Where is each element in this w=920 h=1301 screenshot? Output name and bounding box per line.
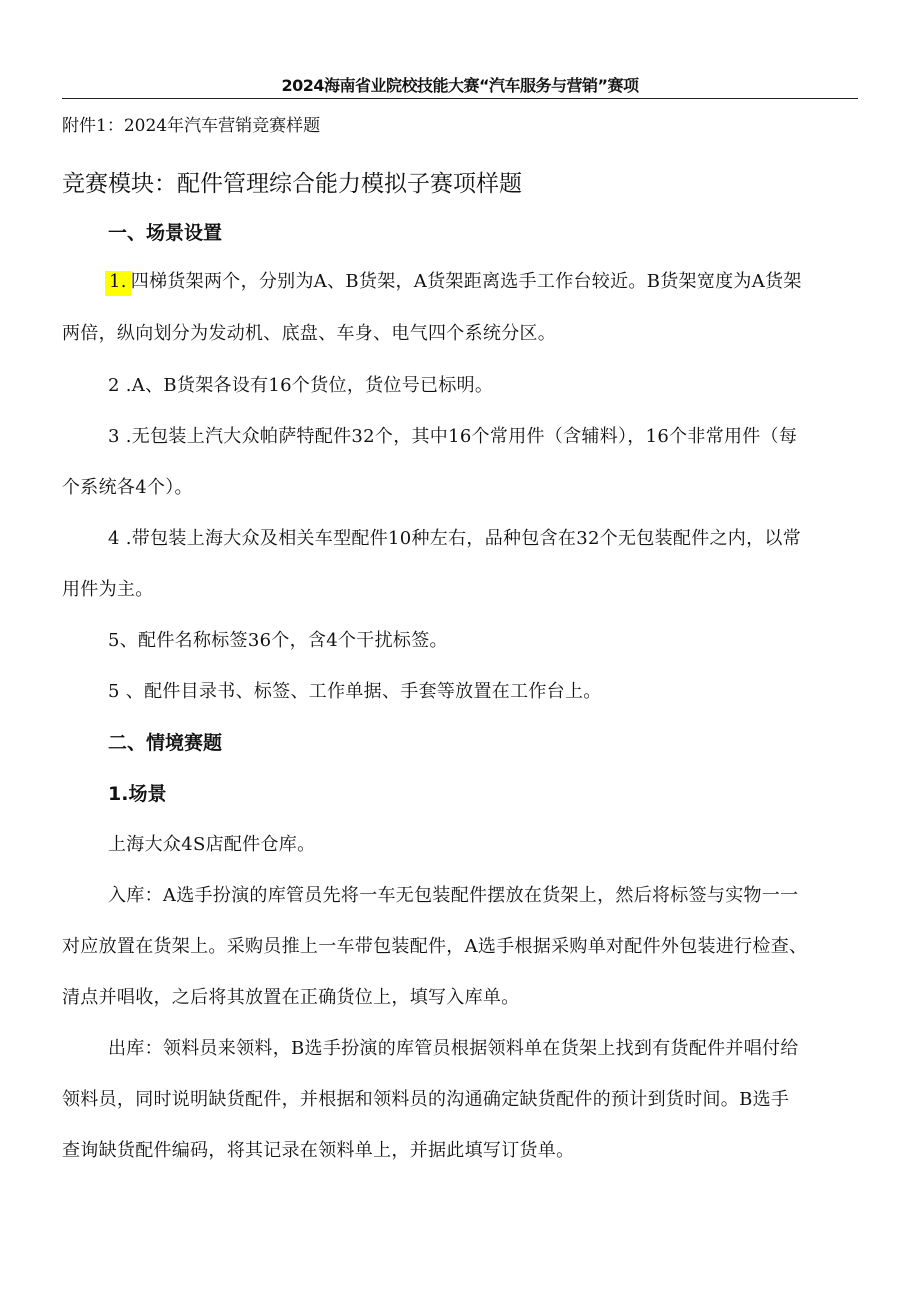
outbound-line-2: 领料员，同时说明缺货配件，并根据和领料员的沟通确定缺货配件的预计到货时间。B选手 bbox=[62, 1089, 790, 1110]
item-5: 5、配件名称标签36个，含4个干扰标签。 bbox=[108, 630, 448, 651]
inbound-line-3: 清点并唱收，之后将其放置在正确货位上，填写入库单。 bbox=[62, 987, 520, 1008]
item-3-line-1: 3 .无包装上汽大众帕萨特配件32个，其中16个常用件（含辅料），16个非常用件（每 bbox=[108, 426, 798, 447]
outbound-line-1: 出库：领料员来领料，B选手扮演的库管员根据领料单在货架上找到有货配件并唱付给 bbox=[108, 1038, 799, 1059]
section-heading-scene-setup: 一、场景设置 bbox=[108, 222, 223, 244]
item-1-line-2: 两倍，纵向划分为发动机、底盘、车身、电气四个系统分区。 bbox=[62, 323, 557, 344]
item-4-line-2: 用件为主。 bbox=[62, 579, 154, 600]
module-title: 竞赛模块：配件管理综合能力模拟子赛项样题 bbox=[62, 171, 522, 197]
highlighted-item-number: 1. bbox=[105, 271, 131, 296]
inbound-line-1: 入库：A选手扮演的库管员先将一车无包装配件摆放在货架上，然后将标签与实物一一 bbox=[108, 885, 799, 906]
item-2: 2 .A、B货架各设有16个货位，货位号已标明。 bbox=[108, 375, 494, 396]
section-heading-situational-tasks: 二、情境赛题 bbox=[108, 732, 223, 754]
header-divider bbox=[62, 98, 858, 99]
item-1-line-1 bbox=[108, 267, 802, 297]
scene-description: 上海大众4S店配件仓库。 bbox=[108, 834, 316, 855]
item-4-line-1: 4 .带包装上海大众及相关车型配件10种左右，品种包含在32个无包装配件之内，以常 bbox=[108, 528, 801, 549]
outbound-line-3: 查询缺货配件编码，将其记录在领料单上，并据此填写订货单。 bbox=[62, 1140, 575, 1161]
attachment-label: 附件1：2024年汽车营销竞赛样题 bbox=[62, 116, 321, 136]
item-3-line-2: 个系统各4个）。 bbox=[62, 477, 193, 498]
item-1-text: 四梯货架两个，分别为A、B货架，A货架距离选手工作台较近。B货架宽度为A货架 bbox=[130, 271, 802, 292]
inbound-line-2: 对应放置在货架上。采购员推上一车带包装配件，A选手根据采购单对配件外包装进行检查、 bbox=[62, 936, 808, 957]
item-6: 5 、配件目录书、标签、工作单据、手套等放置在工作台上。 bbox=[108, 681, 602, 702]
page-header-title: 2024海南省业院校技能大赛“汽车服务与营销”赛项 bbox=[281, 76, 639, 95]
sub-heading-scene: 1.场景 bbox=[108, 783, 167, 805]
